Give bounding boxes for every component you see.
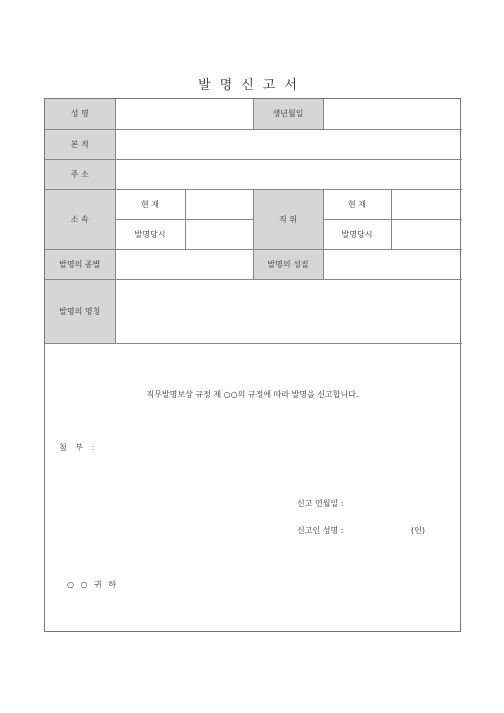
declaration-statement: 직무발명보상 규정 제 ○○의 규정에 따라 발명을 신고합니다. (146, 390, 359, 399)
seal-mark: (인) (411, 526, 425, 535)
form-table (45, 99, 462, 344)
affiliation-label: 소 속 (45, 189, 115, 249)
position-label: 직 위 (253, 189, 323, 249)
reporter-name-label: 신고인 성명 : (297, 526, 344, 535)
birth-label: 생년월일 (253, 99, 323, 129)
affiliation-at-invention-value[interactable] (185, 219, 253, 249)
domicile-label: 본 적 (45, 129, 115, 159)
affiliation-current-value[interactable] (185, 189, 253, 219)
invention-nature-label: 발명의 성질 (253, 249, 323, 279)
birth-value[interactable] (323, 99, 462, 129)
addressee: ○ ○ 귀 하 (67, 580, 119, 589)
declaration-section (45, 343, 460, 633)
invention-name-value[interactable] (115, 279, 462, 343)
invention-report-form (44, 98, 461, 632)
report-date-label: 신고 연월일 : (297, 499, 344, 508)
address-label: 주 소 (45, 159, 115, 189)
invention-name-label: 발명의 명칭 (45, 279, 115, 343)
attachment-label: 첨 부 : (59, 443, 98, 452)
name-value[interactable] (115, 99, 253, 129)
position-current-value[interactable] (391, 189, 462, 219)
position-at-invention-label: 발명당시 (323, 219, 391, 249)
affiliation-at-invention-label: 발명당시 (115, 219, 185, 249)
address-value[interactable] (115, 159, 462, 189)
domicile-value[interactable] (115, 129, 462, 159)
affiliation-current-label: 현 재 (115, 189, 185, 219)
position-at-invention-value[interactable] (391, 219, 462, 249)
name-label: 성 명 (45, 99, 115, 129)
invention-type-value[interactable] (115, 249, 253, 279)
page-title: 발명신고서 (198, 78, 306, 93)
invention-type-label: 발명의 종별 (45, 249, 115, 279)
invention-nature-value[interactable] (323, 249, 462, 279)
position-current-label: 현 재 (323, 189, 391, 219)
